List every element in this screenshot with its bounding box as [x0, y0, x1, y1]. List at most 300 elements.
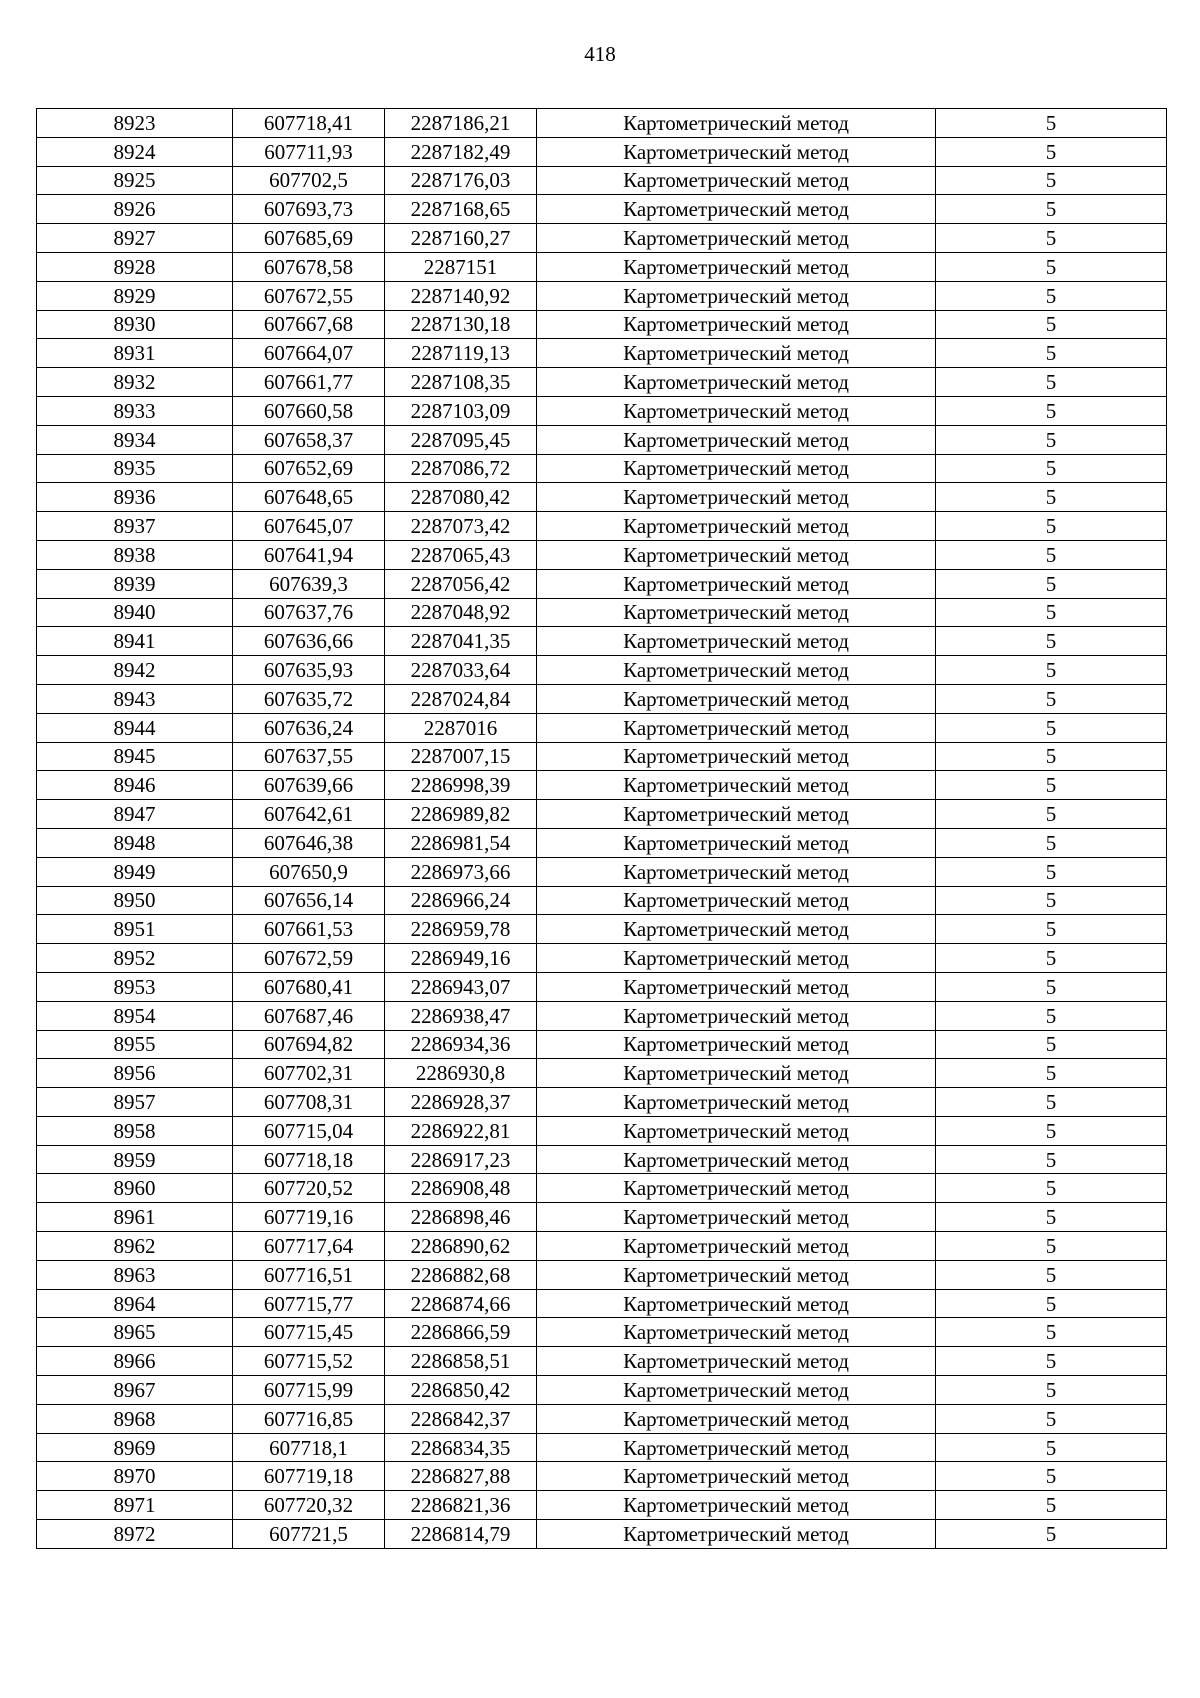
- table-row: [37, 1260, 1167, 1289]
- point-number-cell: 8945: [37, 742, 233, 771]
- method-cell: Картометрический метод: [537, 224, 936, 253]
- point-number-cell: 8963: [37, 1260, 233, 1289]
- table-row: [37, 684, 1167, 713]
- x-coordinate-cell: 607693,73: [233, 195, 385, 224]
- accuracy-cell: 5: [936, 339, 1167, 368]
- accuracy-cell: 5: [936, 1433, 1167, 1462]
- accuracy-cell: 5: [936, 1289, 1167, 1318]
- accuracy-cell: 5: [936, 1491, 1167, 1520]
- point-number-cell: 8946: [37, 771, 233, 800]
- point-number-cell: 8934: [37, 425, 233, 454]
- table-row: [37, 166, 1167, 195]
- point-number-cell: 8959: [37, 1145, 233, 1174]
- table-row: [37, 1174, 1167, 1203]
- accuracy-cell: 5: [936, 598, 1167, 627]
- table-row: [37, 1433, 1167, 1462]
- table-row: [37, 713, 1167, 742]
- x-coordinate-cell: 607664,07: [233, 339, 385, 368]
- method-cell: Картометрический метод: [537, 1203, 936, 1232]
- y-coordinate-cell: 2286943,07: [385, 972, 537, 1001]
- table-row: [37, 972, 1167, 1001]
- x-coordinate-cell: 607639,3: [233, 569, 385, 598]
- y-coordinate-cell: 2286898,46: [385, 1203, 537, 1232]
- point-number-cell: 8943: [37, 684, 233, 713]
- y-coordinate-cell: 2287130,18: [385, 310, 537, 339]
- method-cell: Картометрический метод: [537, 310, 936, 339]
- method-cell: Картометрический метод: [537, 396, 936, 425]
- point-number-cell: 8936: [37, 483, 233, 512]
- x-coordinate-cell: 607719,16: [233, 1203, 385, 1232]
- point-number-cell: 8950: [37, 886, 233, 915]
- table-row: [37, 1347, 1167, 1376]
- accuracy-cell: 5: [936, 1145, 1167, 1174]
- point-number-cell: 8964: [37, 1289, 233, 1318]
- table-row: [37, 137, 1167, 166]
- method-cell: Картометрический метод: [537, 1174, 936, 1203]
- method-cell: Картометрический метод: [537, 569, 936, 598]
- x-coordinate-cell: 607661,53: [233, 915, 385, 944]
- table-row: [37, 1030, 1167, 1059]
- point-number-cell: 8960: [37, 1174, 233, 1203]
- table-row: [37, 224, 1167, 253]
- accuracy-cell: 5: [936, 396, 1167, 425]
- table-row: [37, 627, 1167, 656]
- y-coordinate-cell: 2287007,15: [385, 742, 537, 771]
- table-row: [37, 800, 1167, 829]
- point-number-cell: 8930: [37, 310, 233, 339]
- point-number-cell: 8951: [37, 915, 233, 944]
- y-coordinate-cell: 2287073,42: [385, 512, 537, 541]
- x-coordinate-cell: 607718,41: [233, 109, 385, 138]
- y-coordinate-cell: 2286890,62: [385, 1232, 537, 1261]
- point-number-cell: 8958: [37, 1116, 233, 1145]
- x-coordinate-cell: 607702,31: [233, 1059, 385, 1088]
- x-coordinate-cell: 607685,69: [233, 224, 385, 253]
- x-coordinate-cell: 607646,38: [233, 828, 385, 857]
- method-cell: Картометрический метод: [537, 1088, 936, 1117]
- method-cell: Картометрический метод: [537, 1030, 936, 1059]
- y-coordinate-cell: 2287151: [385, 252, 537, 281]
- table-row: [37, 310, 1167, 339]
- table-row: [37, 828, 1167, 857]
- y-coordinate-cell: 2286850,42: [385, 1376, 537, 1405]
- table-row: [37, 1462, 1167, 1491]
- y-coordinate-cell: 2287182,49: [385, 137, 537, 166]
- accuracy-cell: 5: [936, 1001, 1167, 1030]
- point-number-cell: 8972: [37, 1520, 233, 1549]
- x-coordinate-cell: 607637,76: [233, 598, 385, 627]
- accuracy-cell: 5: [936, 886, 1167, 915]
- x-coordinate-cell: 607661,77: [233, 368, 385, 397]
- accuracy-cell: 5: [936, 1059, 1167, 1088]
- table-row: [37, 1203, 1167, 1232]
- table-row: [37, 915, 1167, 944]
- method-cell: Картометрический метод: [537, 742, 936, 771]
- point-number-cell: 8962: [37, 1232, 233, 1261]
- point-number-cell: 8928: [37, 252, 233, 281]
- x-coordinate-cell: 607715,77: [233, 1289, 385, 1318]
- table-row: [37, 339, 1167, 368]
- accuracy-cell: 5: [936, 1376, 1167, 1405]
- accuracy-cell: 5: [936, 224, 1167, 253]
- x-coordinate-cell: 607719,18: [233, 1462, 385, 1491]
- accuracy-cell: 5: [936, 166, 1167, 195]
- point-number-cell: 8957: [37, 1088, 233, 1117]
- method-cell: Картометрический метод: [537, 1433, 936, 1462]
- method-cell: Картометрический метод: [537, 1059, 936, 1088]
- table-row: [37, 195, 1167, 224]
- y-coordinate-cell: 2287056,42: [385, 569, 537, 598]
- table-row: [37, 886, 1167, 915]
- method-cell: Картометрический метод: [537, 1116, 936, 1145]
- accuracy-cell: 5: [936, 1520, 1167, 1549]
- table-row: [37, 569, 1167, 598]
- y-coordinate-cell: 2287086,72: [385, 454, 537, 483]
- method-cell: Картометрический метод: [537, 915, 936, 944]
- table-row: [37, 109, 1167, 138]
- accuracy-cell: 5: [936, 512, 1167, 541]
- point-number-cell: 8933: [37, 396, 233, 425]
- method-cell: Картометрический метод: [537, 454, 936, 483]
- method-cell: Картометрический метод: [537, 800, 936, 829]
- table-row: [37, 1318, 1167, 1347]
- table-row: [37, 1520, 1167, 1549]
- y-coordinate-cell: 2287016: [385, 713, 537, 742]
- y-coordinate-cell: 2286949,16: [385, 944, 537, 973]
- y-coordinate-cell: 2286938,47: [385, 1001, 537, 1030]
- table-row: [37, 512, 1167, 541]
- x-coordinate-cell: 607660,58: [233, 396, 385, 425]
- method-cell: Картометрический метод: [537, 1232, 936, 1261]
- x-coordinate-cell: 607720,32: [233, 1491, 385, 1520]
- accuracy-cell: 5: [936, 1030, 1167, 1059]
- table-row: [37, 396, 1167, 425]
- method-cell: Картометрический метод: [537, 771, 936, 800]
- y-coordinate-cell: 2287186,21: [385, 109, 537, 138]
- x-coordinate-cell: 607658,37: [233, 425, 385, 454]
- accuracy-cell: 5: [936, 713, 1167, 742]
- y-coordinate-cell: 2287108,35: [385, 368, 537, 397]
- point-number-cell: 8965: [37, 1318, 233, 1347]
- method-cell: Картометрический метод: [537, 166, 936, 195]
- point-number-cell: 8927: [37, 224, 233, 253]
- method-cell: Картометрический метод: [537, 684, 936, 713]
- y-coordinate-cell: 2286981,54: [385, 828, 537, 857]
- y-coordinate-cell: 2287080,42: [385, 483, 537, 512]
- method-cell: Картометрический метод: [537, 195, 936, 224]
- accuracy-cell: 5: [936, 1462, 1167, 1491]
- point-number-cell: 8971: [37, 1491, 233, 1520]
- x-coordinate-cell: 607636,24: [233, 713, 385, 742]
- method-cell: Картометрический метод: [537, 1289, 936, 1318]
- accuracy-cell: 5: [936, 857, 1167, 886]
- coordinates-table: [36, 108, 1167, 1549]
- x-coordinate-cell: 607702,5: [233, 166, 385, 195]
- x-coordinate-cell: 607667,68: [233, 310, 385, 339]
- table-row: [37, 1232, 1167, 1261]
- method-cell: Картометрический метод: [537, 512, 936, 541]
- y-coordinate-cell: 2286922,81: [385, 1116, 537, 1145]
- table-row: [37, 425, 1167, 454]
- y-coordinate-cell: 2287168,65: [385, 195, 537, 224]
- accuracy-cell: 5: [936, 1088, 1167, 1117]
- accuracy-cell: 5: [936, 483, 1167, 512]
- method-cell: Картометрический метод: [537, 368, 936, 397]
- x-coordinate-cell: 607716,51: [233, 1260, 385, 1289]
- table-row: [37, 281, 1167, 310]
- page-number: 418: [584, 42, 616, 66]
- method-cell: Картометрический метод: [537, 828, 936, 857]
- accuracy-cell: 5: [936, 454, 1167, 483]
- point-number-cell: 8923: [37, 109, 233, 138]
- accuracy-cell: 5: [936, 1404, 1167, 1433]
- point-number-cell: 8935: [37, 454, 233, 483]
- y-coordinate-cell: 2286842,37: [385, 1404, 537, 1433]
- y-coordinate-cell: 2287065,43: [385, 540, 537, 569]
- y-coordinate-cell: 2287024,84: [385, 684, 537, 713]
- y-coordinate-cell: 2287160,27: [385, 224, 537, 253]
- point-number-cell: 8948: [37, 828, 233, 857]
- accuracy-cell: 5: [936, 771, 1167, 800]
- method-cell: Картометрический метод: [537, 1318, 936, 1347]
- point-number-cell: 8967: [37, 1376, 233, 1405]
- accuracy-cell: 5: [936, 281, 1167, 310]
- y-coordinate-cell: 2286973,66: [385, 857, 537, 886]
- accuracy-cell: 5: [936, 310, 1167, 339]
- y-coordinate-cell: 2286821,36: [385, 1491, 537, 1520]
- point-number-cell: 8931: [37, 339, 233, 368]
- point-number-cell: 8932: [37, 368, 233, 397]
- method-cell: Картометрический метод: [537, 1001, 936, 1030]
- x-coordinate-cell: 607641,94: [233, 540, 385, 569]
- accuracy-cell: 5: [936, 742, 1167, 771]
- table-row: [37, 944, 1167, 973]
- table-row: [37, 1145, 1167, 1174]
- y-coordinate-cell: 2287176,03: [385, 166, 537, 195]
- table-row: [37, 1289, 1167, 1318]
- x-coordinate-cell: 607678,58: [233, 252, 385, 281]
- y-coordinate-cell: 2286917,23: [385, 1145, 537, 1174]
- table-row: [37, 857, 1167, 886]
- accuracy-cell: 5: [936, 368, 1167, 397]
- point-number-cell: 8941: [37, 627, 233, 656]
- y-coordinate-cell: 2287119,13: [385, 339, 537, 368]
- x-coordinate-cell: 607656,14: [233, 886, 385, 915]
- y-coordinate-cell: 2287140,92: [385, 281, 537, 310]
- table-row: [37, 1376, 1167, 1405]
- point-number-cell: 8938: [37, 540, 233, 569]
- table-row: [37, 368, 1167, 397]
- table-row: [37, 454, 1167, 483]
- x-coordinate-cell: 607720,52: [233, 1174, 385, 1203]
- table-row: [37, 1059, 1167, 1088]
- x-coordinate-cell: 607672,55: [233, 281, 385, 310]
- accuracy-cell: 5: [936, 1232, 1167, 1261]
- y-coordinate-cell: 2286966,24: [385, 886, 537, 915]
- y-coordinate-cell: 2286834,35: [385, 1433, 537, 1462]
- method-cell: Картометрический метод: [537, 281, 936, 310]
- method-cell: Картометрический метод: [537, 137, 936, 166]
- point-number-cell: 8929: [37, 281, 233, 310]
- method-cell: Картометрический метод: [537, 252, 936, 281]
- y-coordinate-cell: 2286928,37: [385, 1088, 537, 1117]
- accuracy-cell: 5: [936, 195, 1167, 224]
- accuracy-cell: 5: [936, 1203, 1167, 1232]
- y-coordinate-cell: 2286882,68: [385, 1260, 537, 1289]
- method-cell: Картометрический метод: [537, 713, 936, 742]
- point-number-cell: 8947: [37, 800, 233, 829]
- method-cell: Картометрический метод: [537, 1404, 936, 1433]
- point-number-cell: 8942: [37, 656, 233, 685]
- table-row: [37, 1088, 1167, 1117]
- method-cell: Картометрический метод: [537, 627, 936, 656]
- table-row: [37, 742, 1167, 771]
- accuracy-cell: 5: [936, 944, 1167, 973]
- x-coordinate-cell: 607680,41: [233, 972, 385, 1001]
- point-number-cell: 8961: [37, 1203, 233, 1232]
- y-coordinate-cell: 2286959,78: [385, 915, 537, 944]
- method-cell: Картометрический метод: [537, 972, 936, 1001]
- accuracy-cell: 5: [936, 1347, 1167, 1376]
- point-number-cell: 8926: [37, 195, 233, 224]
- x-coordinate-cell: 607715,52: [233, 1347, 385, 1376]
- y-coordinate-cell: 2286858,51: [385, 1347, 537, 1376]
- y-coordinate-cell: 2287095,45: [385, 425, 537, 454]
- method-cell: Картометрический метод: [537, 944, 936, 973]
- x-coordinate-cell: 607715,45: [233, 1318, 385, 1347]
- point-number-cell: 8949: [37, 857, 233, 886]
- method-cell: Картометрический метод: [537, 598, 936, 627]
- x-coordinate-cell: 607637,55: [233, 742, 385, 771]
- method-cell: Картометрический метод: [537, 1347, 936, 1376]
- x-coordinate-cell: 607718,1: [233, 1433, 385, 1462]
- accuracy-cell: 5: [936, 828, 1167, 857]
- y-coordinate-cell: 2286989,82: [385, 800, 537, 829]
- point-number-cell: 8970: [37, 1462, 233, 1491]
- accuracy-cell: 5: [936, 109, 1167, 138]
- accuracy-cell: 5: [936, 1116, 1167, 1145]
- point-number-cell: 8955: [37, 1030, 233, 1059]
- point-number-cell: 8939: [37, 569, 233, 598]
- table-row: [37, 540, 1167, 569]
- x-coordinate-cell: 607717,64: [233, 1232, 385, 1261]
- point-number-cell: 8969: [37, 1433, 233, 1462]
- method-cell: Картометрический метод: [537, 656, 936, 685]
- table-row: [37, 1001, 1167, 1030]
- x-coordinate-cell: 607645,07: [233, 512, 385, 541]
- x-coordinate-cell: 607642,61: [233, 800, 385, 829]
- x-coordinate-cell: 607715,04: [233, 1116, 385, 1145]
- method-cell: Картометрический метод: [537, 886, 936, 915]
- method-cell: Картометрический метод: [537, 857, 936, 886]
- y-coordinate-cell: 2287103,09: [385, 396, 537, 425]
- x-coordinate-cell: 607635,72: [233, 684, 385, 713]
- table-row: [37, 252, 1167, 281]
- y-coordinate-cell: 2286930,8: [385, 1059, 537, 1088]
- accuracy-cell: 5: [936, 569, 1167, 598]
- x-coordinate-cell: 607721,5: [233, 1520, 385, 1549]
- accuracy-cell: 5: [936, 915, 1167, 944]
- point-number-cell: 8944: [37, 713, 233, 742]
- x-coordinate-cell: 607652,69: [233, 454, 385, 483]
- x-coordinate-cell: 607672,59: [233, 944, 385, 973]
- y-coordinate-cell: 2286866,59: [385, 1318, 537, 1347]
- coordinates-table-body: [37, 109, 1167, 1549]
- x-coordinate-cell: 607708,31: [233, 1088, 385, 1117]
- y-coordinate-cell: 2287033,64: [385, 656, 537, 685]
- method-cell: Картометрический метод: [537, 1376, 936, 1405]
- accuracy-cell: 5: [936, 684, 1167, 713]
- y-coordinate-cell: 2286874,66: [385, 1289, 537, 1318]
- y-coordinate-cell: 2286814,79: [385, 1520, 537, 1549]
- table-row: [37, 1491, 1167, 1520]
- method-cell: Картометрический метод: [537, 1520, 936, 1549]
- point-number-cell: 8954: [37, 1001, 233, 1030]
- x-coordinate-cell: 607639,66: [233, 771, 385, 800]
- table-row: [37, 771, 1167, 800]
- accuracy-cell: 5: [936, 425, 1167, 454]
- method-cell: Картометрический метод: [537, 339, 936, 368]
- table-row: [37, 1404, 1167, 1433]
- accuracy-cell: 5: [936, 800, 1167, 829]
- method-cell: Картометрический метод: [537, 1491, 936, 1520]
- x-coordinate-cell: 607687,46: [233, 1001, 385, 1030]
- x-coordinate-cell: 607711,93: [233, 137, 385, 166]
- point-number-cell: 8937: [37, 512, 233, 541]
- x-coordinate-cell: 607694,82: [233, 1030, 385, 1059]
- y-coordinate-cell: 2286908,48: [385, 1174, 537, 1203]
- x-coordinate-cell: 607636,66: [233, 627, 385, 656]
- point-number-cell: 8966: [37, 1347, 233, 1376]
- y-coordinate-cell: 2286827,88: [385, 1462, 537, 1491]
- point-number-cell: 8953: [37, 972, 233, 1001]
- y-coordinate-cell: 2286934,36: [385, 1030, 537, 1059]
- method-cell: Картометрический метод: [537, 109, 936, 138]
- point-number-cell: 8952: [37, 944, 233, 973]
- y-coordinate-cell: 2287048,92: [385, 598, 537, 627]
- x-coordinate-cell: 607635,93: [233, 656, 385, 685]
- y-coordinate-cell: 2286998,39: [385, 771, 537, 800]
- y-coordinate-cell: 2287041,35: [385, 627, 537, 656]
- x-coordinate-cell: 607648,65: [233, 483, 385, 512]
- accuracy-cell: 5: [936, 1318, 1167, 1347]
- accuracy-cell: 5: [936, 656, 1167, 685]
- accuracy-cell: 5: [936, 1260, 1167, 1289]
- x-coordinate-cell: 607650,9: [233, 857, 385, 886]
- x-coordinate-cell: 607715,99: [233, 1376, 385, 1405]
- accuracy-cell: 5: [936, 137, 1167, 166]
- method-cell: Картометрический метод: [537, 483, 936, 512]
- point-number-cell: 8940: [37, 598, 233, 627]
- table-row: [37, 656, 1167, 685]
- table-row: [37, 483, 1167, 512]
- x-coordinate-cell: 607718,18: [233, 1145, 385, 1174]
- point-number-cell: 8925: [37, 166, 233, 195]
- accuracy-cell: 5: [936, 540, 1167, 569]
- point-number-cell: 8924: [37, 137, 233, 166]
- method-cell: Картометрический метод: [537, 425, 936, 454]
- accuracy-cell: 5: [936, 627, 1167, 656]
- method-cell: Картометрический метод: [537, 1462, 936, 1491]
- point-number-cell: 8956: [37, 1059, 233, 1088]
- table-row: [37, 1116, 1167, 1145]
- table-row: [37, 598, 1167, 627]
- point-number-cell: 8968: [37, 1404, 233, 1433]
- accuracy-cell: 5: [936, 972, 1167, 1001]
- x-coordinate-cell: 607716,85: [233, 1404, 385, 1433]
- method-cell: Картометрический метод: [537, 540, 936, 569]
- method-cell: Картометрический метод: [537, 1260, 936, 1289]
